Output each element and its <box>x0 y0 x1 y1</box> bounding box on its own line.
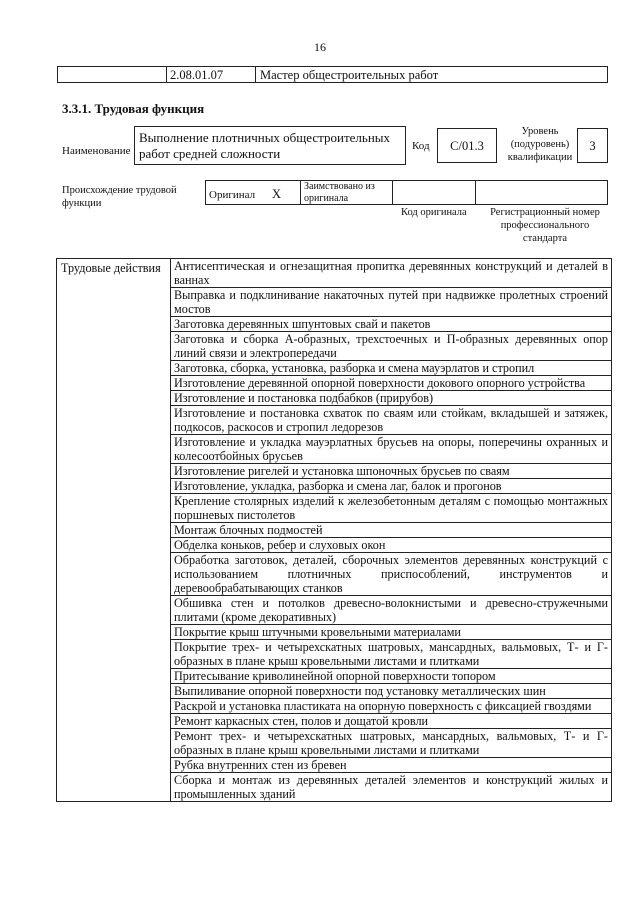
action-item: Заготовка деревянных шпунтовых свай и пакетов <box>171 317 612 332</box>
action-item: Изготовление деревянной опорной поверхности докового опорного устройства <box>171 376 612 391</box>
action-item: Заготовка, сборка, установка, разборка и смена мауэрлатов и стропил <box>171 361 612 376</box>
section-heading: 3.3.1. Трудовая функция <box>62 101 205 116</box>
action-item: Обделка коньков, ребер и слуховых окон <box>171 538 612 553</box>
original-mark: X <box>272 187 282 201</box>
actions-label: Трудовые действия <box>57 259 171 802</box>
action-item: Изготовление и укладка мауэрлатных брусьев на опоры, поперечины охранных и колесоотбойных брусьев <box>171 435 612 464</box>
origin-divider-3 <box>475 180 476 205</box>
action-item: Изготовление ригелей и установка шпоночных брусьев по сваям <box>171 464 612 479</box>
code-label: Код <box>412 140 430 152</box>
code-original-label: Код оригинала <box>401 207 467 218</box>
qualification-label: Уровень (подуровень) квалификации <box>507 126 573 163</box>
top-row-empty-cell <box>57 66 167 83</box>
top-row-name: Мастер общестроительных работ <box>255 66 608 83</box>
action-item: Изготовление и постановка схваток по сваям или стойкам, вкладышей и затяжек, подкосов, раскосов и стропил ледорезов <box>171 406 612 435</box>
action-item: Заготовка и сборка А-образных, трехстоечных и П-образных деревянных опор линий связи и электропередачи <box>171 332 612 361</box>
page-number: 16 <box>314 40 326 54</box>
action-item: Покрытие трех- и четырехскатных шатровых, мансардных, вальмовых, Т- и Г-образных в плане крыш кровельными листами и плитками <box>171 640 612 669</box>
action-item: Изготовление, укладка, разборка и смена лаг, балок и прогонов <box>171 479 612 494</box>
qualification-level: 3 <box>577 128 608 163</box>
top-row-code: 2.08.01.07 <box>166 66 256 83</box>
action-item: Покрытие крыш штучными кровельными материалами <box>171 625 612 640</box>
action-item: Антисептическая и огнезащитная пропитка деревянных конструкций и деталей в ваннах <box>171 259 612 288</box>
reg-number-label: Регистрационный номер профессионального стандарта <box>490 207 600 244</box>
original-label: Оригинал <box>209 189 256 201</box>
action-item: Притесывание криволинейной опорной поверхности топором <box>171 669 612 684</box>
action-item: Сборка и монтаж из деревянных деталей элементов и конструкций жилых и промышленных зданий <box>171 773 612 802</box>
action-row <box>57 259 612 288</box>
action-item: Раскрой и установка пластиката на опорную поверхность с фиксацией гвоздями <box>171 699 612 714</box>
action-item: Ремонт каркасных стен, полов и дощатой кровли <box>171 714 612 729</box>
action-item: Крепление столярных изделий к железобетонным деталям с помощью монтажных поршневых пистолетов <box>171 494 612 523</box>
action-item: Обработка заготовок, деталей, сборочных элементов деревянных конструкций с использованием плотничных приспособлений, инструментов и деревообрабатывающих станков <box>171 553 612 596</box>
origin-divider-2 <box>392 180 393 205</box>
action-item: Выпиливание опорной поверхности под установку металлических шин <box>171 684 612 699</box>
action-item: Рубка внутренних стен из бревен <box>171 758 612 773</box>
origin-divider-1 <box>300 180 301 205</box>
borrowed-label: Заимствовано из оригинала <box>304 181 375 204</box>
action-item: Выправка и подклинивание накаточных путей при надвижке пролетных строений мостов <box>171 288 612 317</box>
origin-label: Происхождение трудовой функции <box>62 185 177 209</box>
function-name: Выполнение плотничных общестроительных работ средней сложности <box>134 126 406 165</box>
name-label: Наименование <box>62 145 131 157</box>
action-item: Монтаж блочных подмостей <box>171 523 612 538</box>
action-item: Обшивка стен и потолков древесно-волокнистыми и древесно-стружечными плитами (кроме декоративных) <box>171 596 612 625</box>
action-item: Ремонт трех- и четырехскатных шатровых, мансардных, вальмовых, Т- и Г-образных в плане крыш кровельными листами и плитками <box>171 729 612 758</box>
function-code: С/01.3 <box>437 128 497 163</box>
action-item: Изготовление и постановка подбабков (прирубов) <box>171 391 612 406</box>
origin-table <box>205 180 608 205</box>
work-actions-table <box>56 258 612 802</box>
